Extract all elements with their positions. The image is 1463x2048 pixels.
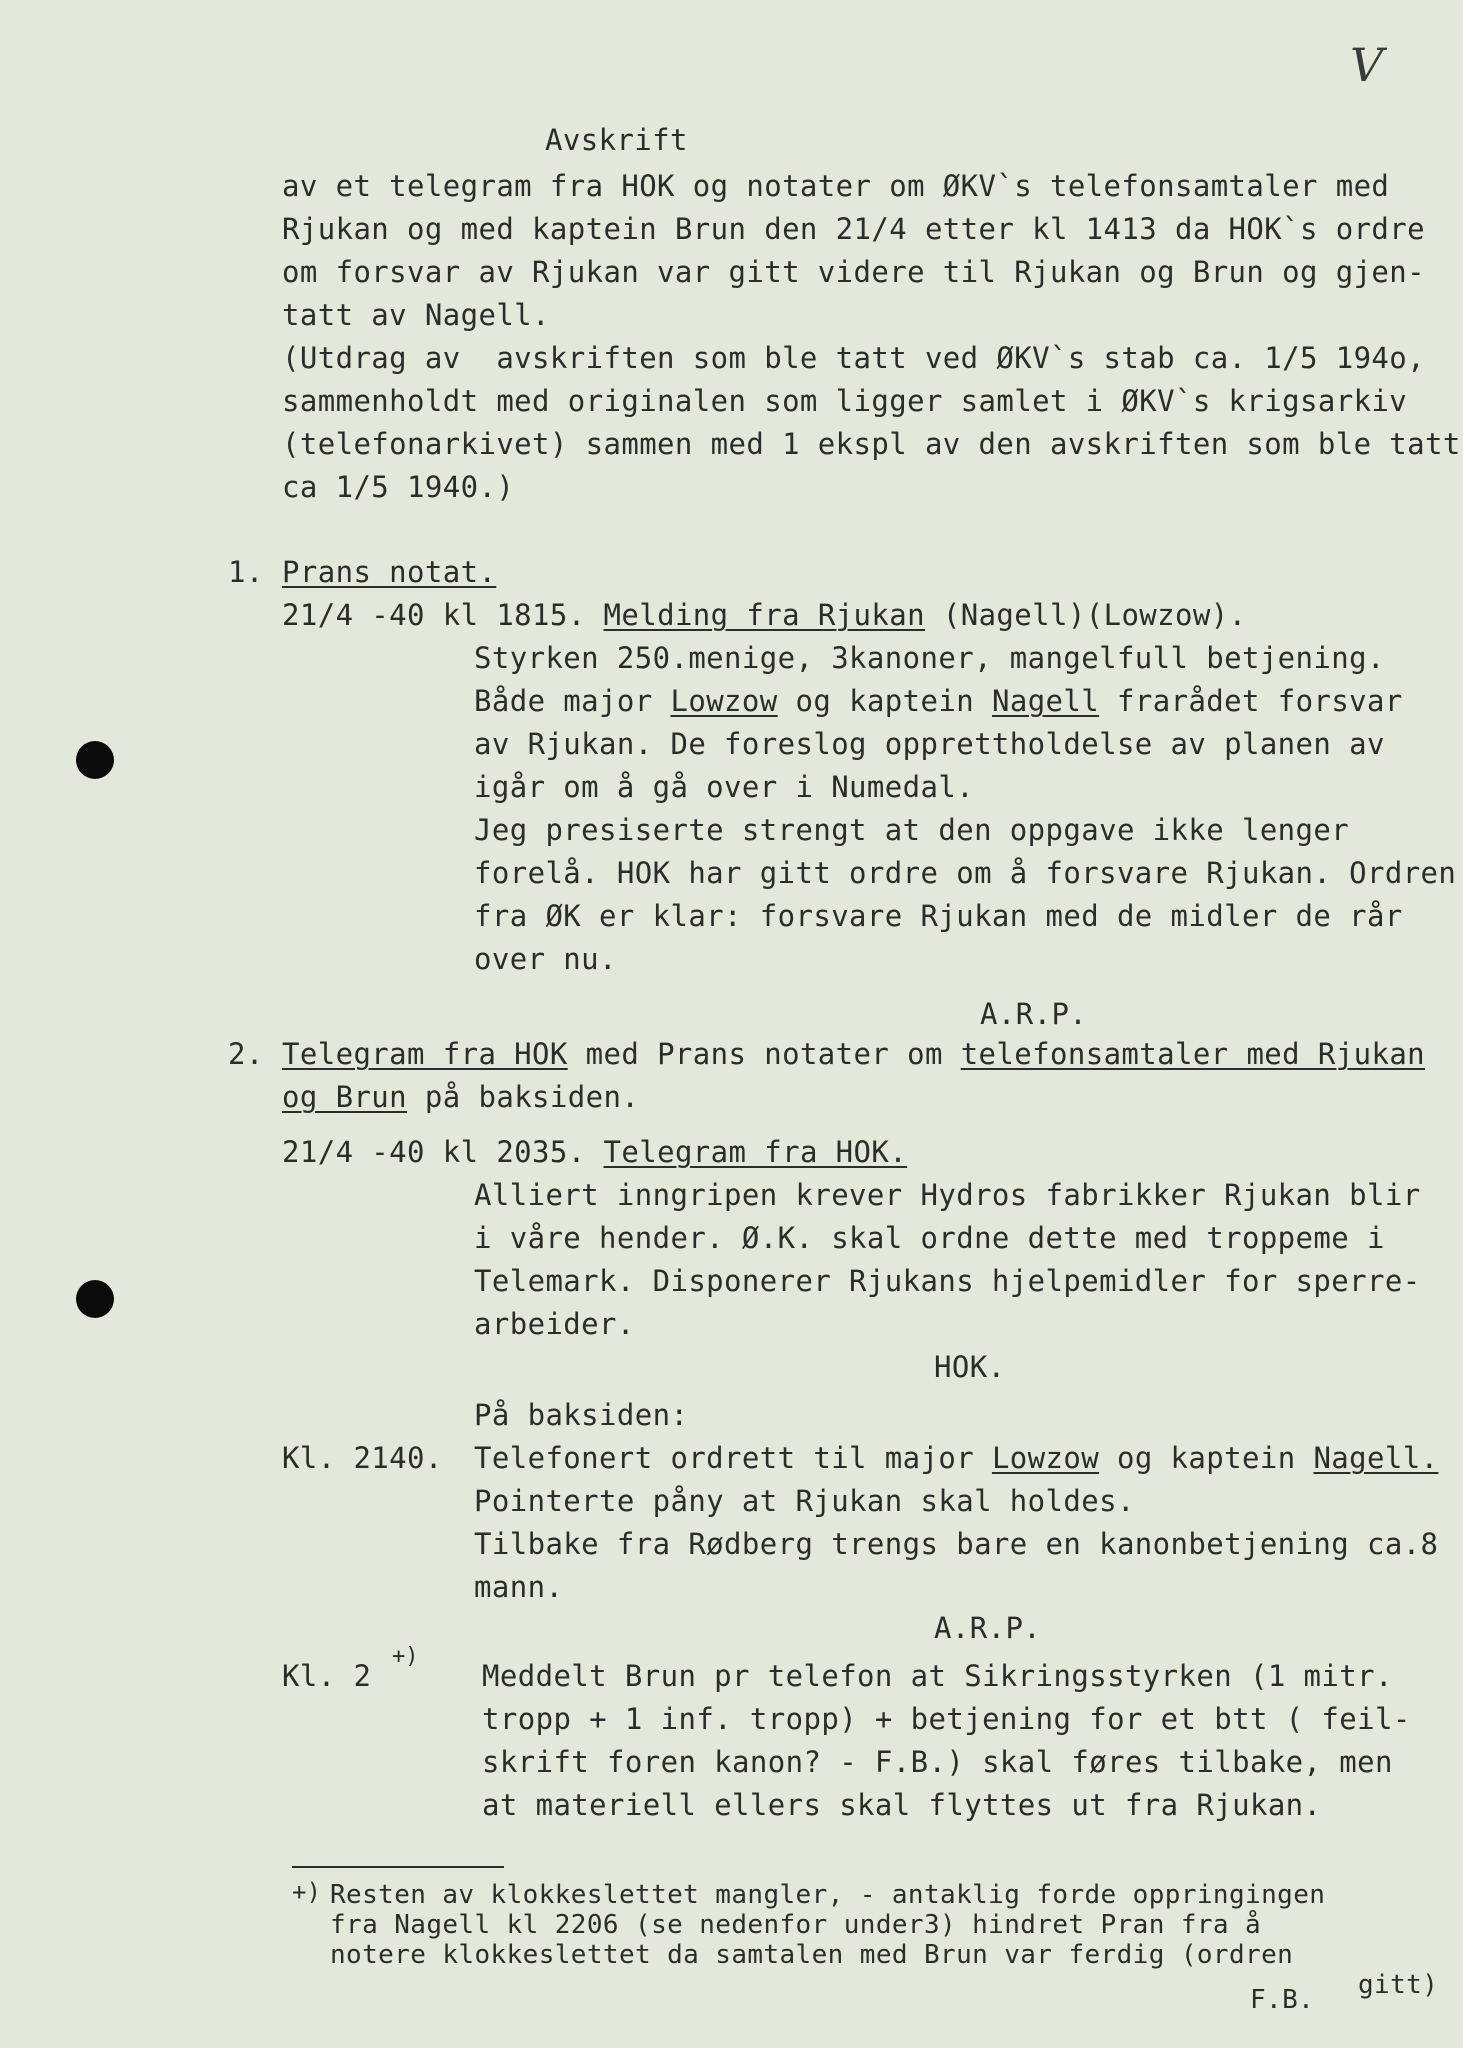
- s2-signature-hok: HOK.: [934, 1350, 1006, 1384]
- s1-l2c: og kaptein: [777, 684, 992, 718]
- s2-date: 21/4 -40 kl 2035.: [282, 1135, 586, 1169]
- intro-line-5: (Utdrag av avskriften som ble tatt ved ØKV`s stab ca. 1/5 194o,: [282, 341, 1426, 375]
- s2-time-1: Kl. 2140.: [282, 1441, 443, 1475]
- section-1-heading: Prans notat.: [282, 555, 497, 589]
- s1-line-3: av Rjukan. De foreslog opprettholdelse av planen av: [474, 727, 1385, 761]
- intro-line-8: ca 1/5 1940.): [282, 470, 515, 504]
- document-title: Avskrift: [545, 123, 688, 157]
- footnote-line-4: gitt): [1358, 1970, 1439, 2000]
- s2-b1b: Lowzow: [991, 1441, 1100, 1475]
- s2-back-line-1: [474, 1440, 1438, 1476]
- footnote-signature: F.B.: [1250, 1985, 1315, 2015]
- s1-l2a: Både major: [474, 684, 671, 718]
- punch-hole-lower: [76, 1280, 114, 1318]
- s1-message-title: Melding fra Rjukan: [603, 598, 925, 632]
- s1-line-5: Jeg presiserte strengt at den oppgave ikke lenger: [474, 813, 1350, 847]
- section-1-dateline: [282, 597, 1246, 633]
- s2-b1c: og kaptein: [1099, 1441, 1314, 1475]
- s2-back-line-2: Pointerte påny at Rjukan skal holdes.: [474, 1484, 1135, 1518]
- s1-line-1: Styrken 250.menige, 3kanoner, mangelfull betjening.: [474, 641, 1385, 675]
- s2-time-2: Kl. 2: [282, 1659, 372, 1693]
- s2-h4: og Brun: [282, 1080, 408, 1114]
- s1-date: 21/4 -40 kl 1815.: [282, 598, 586, 632]
- intro-line-2: Rjukan og med kaptein Brun den 21/4 etter kl 1413 da HOK`s ordre: [282, 212, 1426, 246]
- section-2-heading-2: [282, 1079, 639, 1115]
- s2-call-line-2: tropp + 1 inf. tropp) + betjening for et btt ( feil-: [482, 1702, 1411, 1736]
- s1-line-8: over nu.: [474, 942, 617, 976]
- s1-line-6: forelå. HOK har gitt ordre om å forsvare Rjukan. Ordren: [474, 856, 1457, 890]
- section-2-number: 2.: [228, 1037, 264, 1071]
- s2-h2: med Prans notater om: [567, 1037, 961, 1071]
- s2-telegram-line-4: arbeider.: [474, 1307, 635, 1341]
- s1-line-2: [474, 683, 1403, 719]
- s2-telegram-line-2: i våre hender. Ø.K. skal ordne dette med troppeme i: [474, 1221, 1385, 1255]
- s2-b1d: Nagell.: [1313, 1441, 1439, 1475]
- intro-line-4: tatt av Nagell.: [282, 298, 550, 332]
- s2-telegram-line-3: Telemark. Disponerer Rjukans hjelpemidler for sperre-: [474, 1264, 1421, 1298]
- punch-hole-upper: [76, 741, 114, 779]
- footnote-line-1: Resten av klokkeslettet mangler, - antaklig forde oppringingen: [330, 1880, 1326, 1910]
- footnote-line-2: fra Nagell kl 2206 (se nedenfor under3) hindret Pran fra å: [330, 1910, 1262, 1940]
- s2-call-line-4: at materiell ellers skal flyttes ut fra Rjukan.: [482, 1788, 1322, 1822]
- corner-mark: V: [1350, 38, 1384, 92]
- section-1-number: 1.: [228, 555, 264, 589]
- s2-back-line-3: Tilbake fra Rødberg trengs bare en kanonbetjening ca.8: [474, 1527, 1439, 1561]
- s2-h1: Telegram fra HOK: [282, 1037, 568, 1071]
- s2-telegram-title: Telegram fra HOK.: [603, 1135, 908, 1169]
- s1-line-4: igår om å gå over i Numedal.: [474, 770, 975, 804]
- s2-call-line-3: skrift foren kanon? - F.B.) skal føres tilbake, men: [482, 1745, 1393, 1779]
- footnote-mark: +): [292, 1878, 321, 1906]
- s1-names: (Nagell)(Lowzow).: [924, 598, 1247, 632]
- footnote-rule: [292, 1866, 504, 1868]
- s2-back-heading: På baksiden:: [474, 1398, 689, 1432]
- footnote-line-3: notere klokkeslettet da samtalen med Brun var ferdig (ordren: [330, 1940, 1294, 1970]
- intro-line-6: sammenholdt med originalen som ligger samlet i ØKV`s krigsarkiv: [282, 384, 1408, 418]
- section-2-dateline: [282, 1134, 907, 1170]
- s2-time-2-footnote-mark: +): [392, 1644, 419, 1669]
- s1-line-7: fra ØK er klar: forsvare Rjukan med de midler de rår: [474, 899, 1403, 933]
- s1-signature: A.R.P.: [980, 997, 1088, 1031]
- s2-back-line-4: mann.: [474, 1570, 564, 1604]
- s1-l2e: frarådet forsvar: [1099, 684, 1403, 718]
- section-2-heading-1: [282, 1036, 1425, 1072]
- s1-l2d: Nagell: [991, 684, 1100, 718]
- intro-line-7: (telefonarkivet) sammen med 1 ekspl av den avskriften som ble tatt: [282, 427, 1461, 461]
- s2-b1a: Telefonert ordrett til major: [474, 1441, 992, 1475]
- s2-h3: telefonsamtaler med Rjukan: [960, 1037, 1426, 1071]
- s2-call-line-1: Meddelt Brun pr telefon at Sikringsstyrken (1 mitr.: [482, 1659, 1393, 1693]
- s2-h5: på baksiden.: [407, 1080, 640, 1114]
- s2-telegram-line-1: Alliert inngripen krever Hydros fabrikker Rjukan blir: [474, 1178, 1421, 1212]
- intro-line-1: av et telegram fra HOK og notater om ØKV`s telefonsamtaler med: [282, 169, 1390, 203]
- s1-l2b: Lowzow: [670, 684, 778, 718]
- intro-line-3: om forsvar av Rjukan var gitt videre til Rjukan og Brun og gjen-: [282, 255, 1426, 289]
- s2-signature-arp: A.R.P.: [934, 1611, 1042, 1645]
